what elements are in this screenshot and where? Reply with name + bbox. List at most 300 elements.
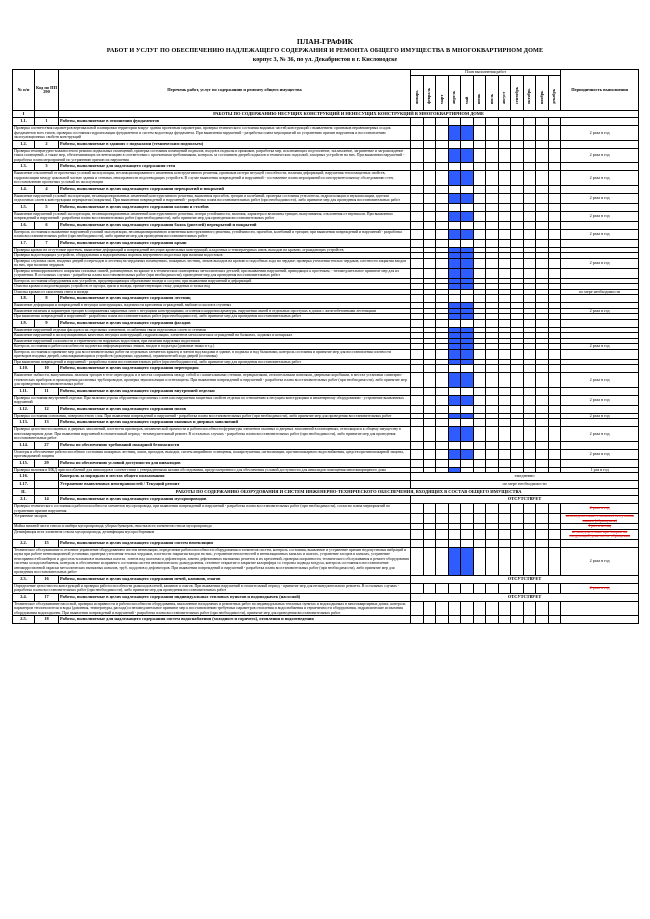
period-cell: 2 раза в год xyxy=(561,344,639,350)
work-item-row xyxy=(13,529,639,539)
month-cell xyxy=(411,203,424,211)
month-cell xyxy=(448,221,461,229)
month-cell xyxy=(411,583,424,593)
month-cell xyxy=(498,185,511,193)
period-cell: 2 раза в год xyxy=(561,504,639,514)
category-code: 15 xyxy=(35,539,59,547)
month-cell xyxy=(423,387,436,395)
month-cell xyxy=(523,539,536,547)
month-cell xyxy=(473,148,486,163)
section-title: РАБОТЫ ПО СОДЕРЖАНИЮ НЕСУЩИХ КОНСТРУКЦИЙ И НЕНЕСУЩИХ КОНСТРУКЦИЙ В МНОГОКВАРТИРНОМ ДОМЕ xyxy=(59,111,639,118)
month-cell xyxy=(523,349,536,359)
month-cell xyxy=(436,229,449,239)
section-row xyxy=(13,111,639,118)
plan-schedule-page xyxy=(12,0,638,624)
month-cell xyxy=(486,163,499,171)
month-cell xyxy=(448,239,461,247)
month-label: январь xyxy=(413,89,419,104)
category-number: 1.9. xyxy=(13,319,35,327)
month-label: март xyxy=(438,94,444,104)
header-code: Код по ПП 290 xyxy=(35,70,59,111)
work-item-text: Контроль состояния и выявление нарушений условий эксплуатации, несанкционированного изменения конструктивного решения, устойчивости, прогибов, колебаний и трещин; при выявлении повреждений и нарушений - разработка плана восстановительных работ (при необходимости), либо принятие мер для проведения восстановительных работ xyxy=(13,229,411,239)
month-cell xyxy=(486,349,499,359)
month-cell xyxy=(461,221,474,229)
category-row xyxy=(13,295,639,303)
month-cell-planned xyxy=(461,171,474,186)
month-cell xyxy=(473,539,486,547)
month-cell xyxy=(548,211,561,221)
month-cell xyxy=(486,295,499,303)
month-cell xyxy=(411,529,424,539)
month-cell xyxy=(411,295,424,303)
period-cell: 2 раза в год xyxy=(561,193,639,203)
month-cell xyxy=(486,427,499,442)
work-item-text: Выявление нарушений сплошности и герметичности наружных водостоков, при наличии наружных водостоков xyxy=(13,338,411,344)
month-cell xyxy=(473,126,486,141)
month-cell xyxy=(523,449,536,459)
category-row xyxy=(13,163,639,171)
month-cell xyxy=(498,148,511,163)
doc-title: ПЛАН-ГРАФИК xyxy=(296,37,354,46)
month-cell xyxy=(411,547,424,575)
absent-label: ОТСУТСТВУЕТ xyxy=(411,496,639,504)
month-label: сентябрь xyxy=(513,86,519,104)
category-code: 14 xyxy=(35,496,59,504)
month-cell xyxy=(548,441,561,449)
month-cell xyxy=(536,171,549,186)
month-cell xyxy=(498,203,511,211)
month-cell xyxy=(423,171,436,186)
month-cell xyxy=(536,441,549,449)
month-cell xyxy=(486,387,499,395)
work-item-text: Определение целостности конструкций и проверка работоспособности дымоходов печей, каминов и очагов. При выявлении нарушений в отопительный период - принятие мер для незамедлительного ремонта. В остальных случаях - разработка плана восстановительных работ (при необходимости), либо принятие мер для проведения восстановительных работ xyxy=(13,583,411,593)
category-number: 1.13. xyxy=(13,419,35,427)
month-cell xyxy=(486,529,499,539)
month-cell xyxy=(548,427,561,442)
category-number: 1.12. xyxy=(13,405,35,413)
month-cell xyxy=(423,449,436,459)
category-title: Работы, выполняемые в целях надлежащего содержания крыш xyxy=(59,239,411,247)
month-cell xyxy=(486,365,499,373)
month-cell xyxy=(511,514,524,524)
month-cell xyxy=(523,193,536,203)
month-cell xyxy=(548,268,561,278)
work-item-row xyxy=(13,349,639,359)
work-item-row xyxy=(13,427,639,442)
work-item-row xyxy=(13,229,639,239)
month-cell xyxy=(461,319,474,327)
month-cell xyxy=(448,319,461,327)
month-cell xyxy=(473,583,486,593)
month-cell xyxy=(523,239,536,247)
month-header xyxy=(411,76,424,111)
month-cell xyxy=(423,239,436,247)
month-cell xyxy=(423,211,436,221)
category-code: 10 xyxy=(35,365,59,373)
work-item-text: Проверка соответствия параметров вертикальной планировки территории вокруг здания проектным параметрам, проверка технического состояния видимых частей конструкций с выявлением: признаков неравномерных осадок фундаментов всех типов, проверка состояния гидроизоляции фундаментов и систем водоотвода фундамента. При выявлении нарушений - разработка плана мероприятий по устранению причин нарушения и восстановлению эксплуатационных свойств конструкций xyxy=(13,126,411,141)
work-item-row xyxy=(13,148,639,163)
month-cell xyxy=(498,239,511,247)
month-cell xyxy=(523,268,536,278)
month-cell xyxy=(523,616,536,624)
category-code: 8 xyxy=(35,295,59,303)
month-cell xyxy=(436,514,449,524)
work-item-text: Выявление нарушений в эксплуатационных качествах несущих конструкций, гидроизоляции, элементов металлических ограждений на балконах, лоджиях и козырьках xyxy=(13,333,411,339)
month-cell xyxy=(548,221,561,229)
month-cell xyxy=(411,118,424,126)
period-cell: 2 раза в год xyxy=(561,308,639,314)
month-cell xyxy=(473,365,486,373)
month-cell xyxy=(448,365,461,373)
month-header xyxy=(511,76,524,111)
category-code: 3 xyxy=(35,163,59,171)
absent-label: ОТСУТСТВУЕТ xyxy=(411,575,639,583)
month-cell xyxy=(436,504,449,514)
work-item-text: Контроль состояния и работоспособности подсветки информационных знаков, входов в подъезды (домовые знаки и т.д.) xyxy=(13,344,411,350)
month-cell xyxy=(461,539,474,547)
period-cell xyxy=(561,221,639,229)
work-item-text: Дезинфекция всех элементов ствола мусоропровода, дезинфекция мусоросборников xyxy=(13,529,411,539)
category-code: 6 xyxy=(35,221,59,229)
month-cell xyxy=(436,140,449,148)
month-cell xyxy=(498,419,511,427)
month-cell xyxy=(411,405,424,413)
period-cell: 2 раза в год xyxy=(561,126,639,141)
month-cell xyxy=(411,140,424,148)
month-cell xyxy=(473,405,486,413)
category-row xyxy=(13,419,639,427)
month-cell xyxy=(436,349,449,359)
month-cell xyxy=(423,126,436,141)
month-cell xyxy=(548,239,561,247)
month-cell xyxy=(411,441,424,449)
month-cell xyxy=(536,258,549,268)
month-cell xyxy=(473,395,486,405)
month-cell xyxy=(436,319,449,327)
month-cell xyxy=(436,295,449,303)
work-item-row xyxy=(13,449,639,459)
month-cell xyxy=(548,126,561,141)
month-cell xyxy=(523,405,536,413)
month-cell xyxy=(548,419,561,427)
month-cell-planned xyxy=(461,449,474,459)
work-item-text: Техническое обслуживание насосной, проверка исправности и работоспособности оборудования, выполнение наладочных и ремонтных работ на индивидуальных тепловых пунктах и водоподкачках в многоквартирных домах, контроль параметров теплоносителя и воды (давления, температуры, расхода) и незамедлительное принятие мер к восстановлению требуемых параметров отопления и водоснабжения и герметичности оборудования, гидравлические испытания оборудования водоподкачек. При выявлении повреждений и нарушений - разработка плана восстановительных работ (при необходимости), принятие мер для проведения восстановительных работ xyxy=(13,601,411,616)
month-cell xyxy=(436,449,449,459)
category-code: 17 xyxy=(35,593,59,601)
month-cell xyxy=(436,211,449,221)
month-cell xyxy=(498,295,511,303)
month-cell xyxy=(498,258,511,268)
month-cell xyxy=(436,126,449,141)
period-cell: 2 раза в год xyxy=(561,395,639,405)
category-number: 1.14. xyxy=(13,441,35,449)
month-cell xyxy=(473,239,486,247)
month-cell xyxy=(511,211,524,221)
month-cell xyxy=(411,373,424,388)
month-cell xyxy=(436,395,449,405)
month-cell xyxy=(523,547,536,575)
category-number: 1.15. xyxy=(13,459,35,467)
month-label: октябрь xyxy=(526,88,531,104)
month-cell xyxy=(436,427,449,442)
month-cell xyxy=(411,163,424,171)
month-cell xyxy=(448,163,461,171)
work-item-text: Проверка кровли на отсутствие протечек, выявление деформаций и повреждений несущих кровельных конструкций, кладочных и температурных швов, выходов на кровлю, ограждающих устройств xyxy=(13,247,411,253)
month-cell-planned xyxy=(461,395,474,405)
month-cell xyxy=(523,504,536,514)
work-item-row xyxy=(13,395,639,405)
month-cell xyxy=(473,171,486,186)
month-cell xyxy=(473,529,486,539)
month-cell-planned xyxy=(448,211,461,221)
category-code xyxy=(35,473,59,481)
month-cell xyxy=(548,171,561,186)
month-cell xyxy=(461,140,474,148)
month-label: май xyxy=(463,96,469,104)
work-item-row xyxy=(13,504,639,514)
category-number: 1.7. xyxy=(13,239,35,247)
period-cell xyxy=(561,118,639,126)
month-cell xyxy=(423,163,436,171)
month-cell xyxy=(536,126,549,141)
month-cell xyxy=(523,319,536,327)
month-cell xyxy=(461,419,474,427)
month-cell xyxy=(423,295,436,303)
month-cell xyxy=(436,185,449,193)
month-cell xyxy=(498,229,511,239)
month-cell xyxy=(511,419,524,427)
month-header xyxy=(498,76,511,111)
category-number: 2.3. xyxy=(13,575,35,583)
month-cell xyxy=(448,616,461,624)
month-cell xyxy=(448,583,461,593)
month-cell xyxy=(411,185,424,193)
category-number: 1.8. xyxy=(13,295,35,303)
month-cell xyxy=(548,529,561,539)
month-cell xyxy=(498,163,511,171)
work-item-row xyxy=(13,601,639,616)
month-cell xyxy=(423,419,436,427)
month-cell xyxy=(511,203,524,211)
month-cell xyxy=(436,365,449,373)
category-number: 1.1. xyxy=(13,118,35,126)
work-item-text: Устранение засоров xyxy=(13,514,411,524)
month-cell xyxy=(548,449,561,459)
month-cell xyxy=(536,148,549,163)
month-label: декабрь xyxy=(551,88,557,104)
month-cell xyxy=(511,539,524,547)
category-row xyxy=(13,319,639,327)
month-cell xyxy=(461,239,474,247)
month-cell xyxy=(423,583,436,593)
month-cell xyxy=(423,148,436,163)
month-cell xyxy=(536,193,549,203)
category-row xyxy=(13,203,639,211)
month-cell xyxy=(423,504,436,514)
category-number: 2.4. xyxy=(13,593,35,601)
month-header xyxy=(548,76,561,111)
work-item-text: Выявление наличия и параметров трещин в сопряжениях маршевых плит с несущими конструкциями, оголения и коррозии арматуры, нарушения связей в отдельных проступях в домах с железобетонными лестницами xyxy=(13,308,411,314)
month-cell xyxy=(498,583,511,593)
month-cell xyxy=(548,140,561,148)
period-cell xyxy=(561,203,639,211)
month-cell xyxy=(473,373,486,388)
month-cell xyxy=(548,295,561,303)
month-cell xyxy=(548,193,561,203)
month-cell xyxy=(548,148,561,163)
month-cell xyxy=(461,616,474,624)
month-cell xyxy=(511,126,524,141)
month-cell xyxy=(461,514,474,524)
month-cell xyxy=(486,171,499,186)
month-cell xyxy=(473,427,486,442)
month-cell xyxy=(461,185,474,193)
period-cell: по мере необходимости xyxy=(411,481,639,489)
month-cell-planned xyxy=(461,349,474,359)
month-cell xyxy=(536,211,549,221)
work-item-text: Выявление нарушений условий эксплуатации, несанкционированных изменений конструктивного решения, потери устойчивости, наличия, характера и величины трещин, выпучивания, отклонения от вертикали. При выявлении повреждений и нарушений - разработка плана восстановительных работ (при необходимости), либо принятие мер для проведения восстановительных работ xyxy=(13,211,411,221)
month-cell xyxy=(511,365,524,373)
month-cell xyxy=(511,547,524,575)
month-cell xyxy=(511,221,524,229)
month-cell-planned xyxy=(461,547,474,575)
month-cell xyxy=(536,616,549,624)
month-cell xyxy=(411,268,424,278)
month-cell xyxy=(461,118,474,126)
month-cell xyxy=(461,583,474,593)
month-cell xyxy=(448,203,461,211)
month-cell xyxy=(423,229,436,239)
month-cell xyxy=(411,365,424,373)
month-cell xyxy=(436,459,449,467)
month-cell-planned xyxy=(461,268,474,278)
month-cell xyxy=(461,601,474,616)
category-number: 2.2. xyxy=(13,539,35,547)
month-cell xyxy=(498,514,511,524)
category-code: 2 xyxy=(35,140,59,148)
period-cell: 2 раза в год xyxy=(561,583,639,593)
month-cell xyxy=(423,601,436,616)
month-cell xyxy=(411,601,424,616)
month-cell xyxy=(536,449,549,459)
period-cell: 2 раза в год xyxy=(561,258,639,268)
month-cell xyxy=(548,258,561,268)
month-cell xyxy=(461,387,474,395)
month-cell xyxy=(536,295,549,303)
work-item-text: Выявление нарушений отделки фасадов и их отдельных элементов, ослабления связи отделочных слоев со стенами xyxy=(13,327,411,333)
month-header xyxy=(436,76,449,111)
month-cell xyxy=(411,221,424,229)
month-cell xyxy=(536,419,549,427)
period-cell xyxy=(561,601,639,616)
month-cell xyxy=(511,193,524,203)
month-cell xyxy=(536,459,549,467)
work-item-row xyxy=(13,171,639,186)
period-cell xyxy=(561,163,639,171)
month-header xyxy=(448,76,461,111)
doc-address: корпус 3, № 36, по ул. Декабристов в г. Кисловодске xyxy=(252,56,398,63)
period-cell xyxy=(561,319,639,327)
month-cell xyxy=(548,185,561,193)
month-cell xyxy=(511,616,524,624)
month-cell xyxy=(486,419,499,427)
month-cell xyxy=(461,163,474,171)
month-cell xyxy=(548,203,561,211)
month-cell xyxy=(511,258,524,268)
month-cell xyxy=(486,601,499,616)
month-cell xyxy=(536,229,549,239)
work-item-text: Проверка наличия в МКД приспособлений для инвалидов в соответствии с утвержденными актами обследования, предусмотренного для обеспечения условий доступности для инвалидов помещения многоквартирного дома xyxy=(13,467,411,473)
month-cell xyxy=(511,349,524,359)
period-cell xyxy=(561,387,639,395)
month-cell xyxy=(511,118,524,126)
month-cell xyxy=(436,221,449,229)
month-cell-planned xyxy=(448,449,461,459)
month-cell xyxy=(423,427,436,442)
month-cell xyxy=(486,405,499,413)
period-cell xyxy=(561,419,639,427)
month-cell xyxy=(448,441,461,449)
month-cell xyxy=(486,319,499,327)
month-cell xyxy=(473,504,486,514)
month-cell xyxy=(498,211,511,221)
month-cell xyxy=(498,373,511,388)
month-cell xyxy=(486,395,499,405)
month-cell xyxy=(423,221,436,229)
month-cell-planned xyxy=(461,258,474,268)
category-title: Работы, выполняемые в целях надлежащего содержания внутренней отделки xyxy=(59,387,411,395)
month-cell xyxy=(536,185,549,193)
month-cell xyxy=(486,203,499,211)
month-cell xyxy=(511,319,524,327)
month-cell xyxy=(473,319,486,327)
month-cell xyxy=(486,539,499,547)
month-cell xyxy=(423,529,436,539)
month-cell-planned xyxy=(461,126,474,141)
month-cell xyxy=(411,349,424,359)
schedule-table xyxy=(12,69,639,624)
month-cell xyxy=(486,148,499,163)
month-cell xyxy=(436,118,449,126)
month-cell xyxy=(548,504,561,514)
month-cell xyxy=(511,529,524,539)
month-cell xyxy=(511,427,524,442)
month-cell xyxy=(536,221,549,229)
month-cell xyxy=(436,583,449,593)
month-cell xyxy=(548,616,561,624)
month-header xyxy=(486,76,499,111)
month-cell xyxy=(548,459,561,467)
month-cell xyxy=(411,148,424,163)
category-number: 2.1. xyxy=(13,496,35,504)
work-item-row xyxy=(13,268,639,278)
doc-subtitle: РАБОТ И УСЛУГ ПО ОБЕСПЕЧЕНИЮ НАДЛЕЖАЩЕГО СОДЕРЖАНИЯ И РЕМОНТА ОБЩЕГО ИМУЩЕСТВА В МНОГОКВАРТИРНОМ ДОМЕ xyxy=(106,47,544,54)
month-cell xyxy=(536,427,549,442)
work-item-text: При выявлении повреждений и нарушений - разработка плана восстановительных работ (при необходимости), либо принятие мер для проведения восстановительных работ xyxy=(13,359,411,365)
work-item-text: Проверка антикоррозионного покрытия стальных связей, размещенных на крыше и в технических помещениях металлических деталей; при выявлении нарушений, приводящих к протечкам, - незамедлительное принятие мер для их устранения. В остальных случаях - разработка плана восстановительных работ (при необходимости), проведение мер для проведения восстановительных работ xyxy=(13,268,411,278)
month-label: февраль xyxy=(426,87,431,104)
month-cell xyxy=(498,539,511,547)
category-title: Работы, выполняемые в отношении фундаментов xyxy=(59,118,411,126)
month-cell xyxy=(473,459,486,467)
month-cell-planned xyxy=(448,148,461,163)
month-cell xyxy=(548,583,561,593)
month-cell xyxy=(436,171,449,186)
month-cell xyxy=(411,395,424,405)
period-cell: 2 раза в год xyxy=(561,229,639,239)
month-cell xyxy=(411,449,424,459)
month-cell xyxy=(523,171,536,186)
